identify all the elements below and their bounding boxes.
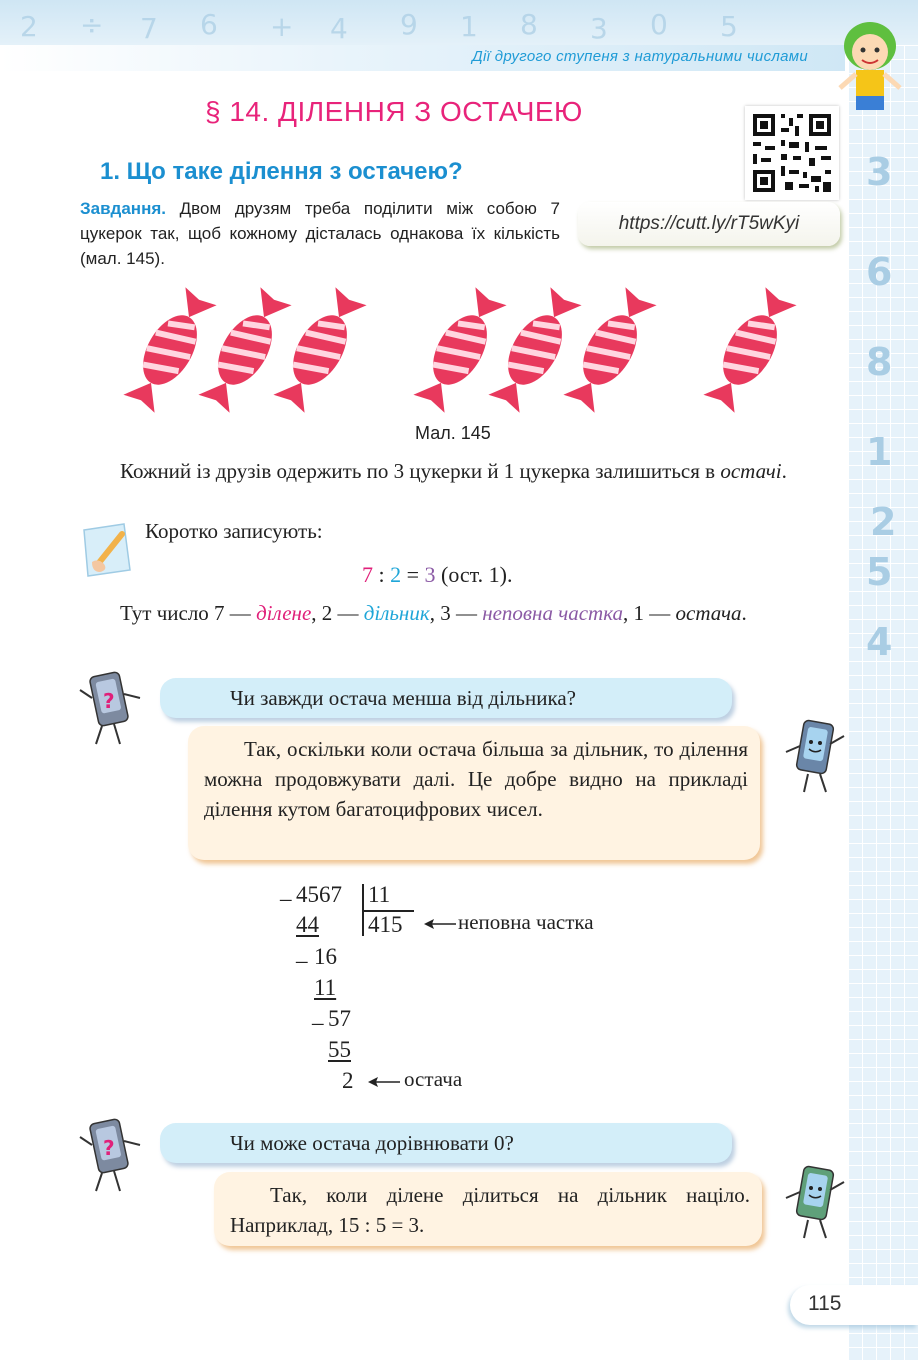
p1-end: . bbox=[781, 459, 787, 483]
running-head: Дії другого ступеня з натуральними числами bbox=[472, 48, 808, 65]
answer-robot-icon bbox=[780, 716, 850, 796]
svg-text:3: 3 bbox=[866, 150, 893, 194]
section-title: § 14. ДІЛЕННЯ З ОСТАЧЕЮ bbox=[205, 96, 583, 127]
answer-robot-icon bbox=[780, 1162, 850, 1242]
svg-text:?: ? bbox=[103, 1136, 115, 1160]
arrow-left-icon bbox=[422, 916, 458, 932]
right-margin-decoration bbox=[848, 45, 918, 1360]
formula-dividend: 7 bbox=[362, 562, 373, 587]
formula-divisor: 2 bbox=[390, 562, 402, 587]
svg-text:5: 5 bbox=[720, 10, 738, 43]
svg-text:7: 7 bbox=[140, 12, 158, 45]
p1-text: Кожний із друзів одержить по 3 цукерки й 1 цукерка залишиться в bbox=[120, 459, 721, 483]
svg-text:3: 3 bbox=[590, 12, 608, 45]
svg-text:?: ? bbox=[103, 689, 115, 713]
svg-text:6: 6 bbox=[200, 8, 218, 41]
task-paragraph bbox=[80, 196, 560, 271]
svg-text:÷: ÷ bbox=[80, 8, 104, 41]
ld-remainder: 2 bbox=[342, 1068, 354, 1093]
minus-sign: _ bbox=[312, 1002, 324, 1027]
ld-quotient: 415 bbox=[368, 912, 403, 937]
pencil-note-icon bbox=[78, 520, 134, 580]
term-divisor: дільник bbox=[363, 601, 430, 625]
question-robot-icon bbox=[78, 668, 148, 748]
p3-text: , 2 — bbox=[311, 601, 364, 625]
svg-text:1: 1 bbox=[460, 10, 478, 43]
term-incomplete-quotient: неповна частка bbox=[482, 601, 624, 625]
svg-text:5: 5 bbox=[866, 550, 893, 594]
ld-step: 44 bbox=[296, 912, 319, 937]
ld-step: 55 bbox=[328, 1037, 351, 1062]
term-dividend: ділене bbox=[256, 601, 312, 625]
svg-text:4: 4 bbox=[330, 12, 348, 45]
svg-text:6: 6 bbox=[866, 250, 893, 294]
ld-divisor: 11 bbox=[368, 882, 391, 907]
candy-icon bbox=[700, 285, 800, 414]
subsection-title: 1. Що таке ділення з остачею? bbox=[100, 158, 463, 185]
candies-figure bbox=[120, 280, 800, 420]
ld-step: 11 bbox=[314, 975, 337, 1000]
question-robot-icon bbox=[78, 1115, 148, 1195]
p3-text: , 1 — bbox=[623, 601, 676, 625]
quotient-label: неповна частка bbox=[458, 910, 594, 934]
svg-text:8: 8 bbox=[520, 8, 538, 41]
division-formula bbox=[362, 562, 512, 588]
formula-quotient: 3 bbox=[424, 562, 436, 587]
paragraph-explanation bbox=[80, 456, 844, 486]
formula-remainder: (ост. 1). bbox=[435, 562, 513, 587]
ld-step: 16 bbox=[314, 944, 337, 969]
answer-bubble: Так, оскільки коли остача більша за дільник, то ділення можна продовжувати далі. Це добре видно на прикладі ділення кутом багатоцифрових чисел. bbox=[188, 726, 760, 860]
link-url[interactable]: https://cutt.ly/rT5wKyi bbox=[578, 202, 840, 246]
question-bubble: Чи завжди остача менша від дільника? bbox=[160, 678, 732, 718]
answer-bubble: Так, коли ділене ділиться на дільник націло. Наприклад, 15 : 5 = 3. bbox=[214, 1172, 762, 1246]
p3-text: , 3 — bbox=[429, 601, 483, 625]
svg-text:9: 9 bbox=[400, 8, 418, 41]
svg-text:4: 4 bbox=[866, 620, 893, 664]
formula-equals: = bbox=[401, 562, 425, 587]
ld-dividend: 4567 bbox=[296, 882, 342, 907]
svg-text:1: 1 bbox=[866, 430, 893, 474]
svg-text:0: 0 bbox=[650, 8, 668, 41]
doodle-numbers-icon bbox=[0, 0, 918, 45]
figure-caption: Мал. 145 bbox=[415, 423, 491, 443]
svg-text:2: 2 bbox=[870, 500, 897, 544]
formula-colon: : bbox=[373, 562, 391, 587]
question-bubble: Чи може остача дорівнювати 0? bbox=[160, 1123, 732, 1163]
svg-text:8: 8 bbox=[866, 340, 893, 384]
minus-sign: _ bbox=[296, 940, 308, 965]
task-label: Завдання. bbox=[80, 199, 166, 218]
task-text: Двом друзям треба поділити між собою 7 цукерок так, щоб кожному дісталась однакова їх кількість (мал. 145). bbox=[80, 199, 560, 268]
kid-character-icon bbox=[828, 8, 913, 123]
term-remainder: остача bbox=[675, 601, 742, 625]
margin-numbers-icon bbox=[848, 45, 918, 745]
page-number: 115 bbox=[808, 1292, 842, 1315]
top-decorative-band bbox=[0, 0, 918, 45]
svg-text:2: 2 bbox=[20, 10, 38, 43]
p3-text: Тут число 7 — bbox=[120, 601, 257, 625]
svg-text:+: + bbox=[270, 10, 294, 43]
minus-sign: _ bbox=[280, 878, 292, 903]
arrow-left-icon bbox=[366, 1074, 402, 1090]
ld-step: 57 bbox=[328, 1006, 351, 1031]
term-remainder: остачі bbox=[720, 459, 782, 483]
paragraph-terms bbox=[80, 598, 844, 628]
qr-code-icon[interactable] bbox=[745, 106, 839, 200]
p3-end: . bbox=[741, 601, 747, 625]
paragraph-short-note: Коротко записують: bbox=[145, 519, 323, 543]
remainder-label: остача bbox=[404, 1067, 463, 1091]
